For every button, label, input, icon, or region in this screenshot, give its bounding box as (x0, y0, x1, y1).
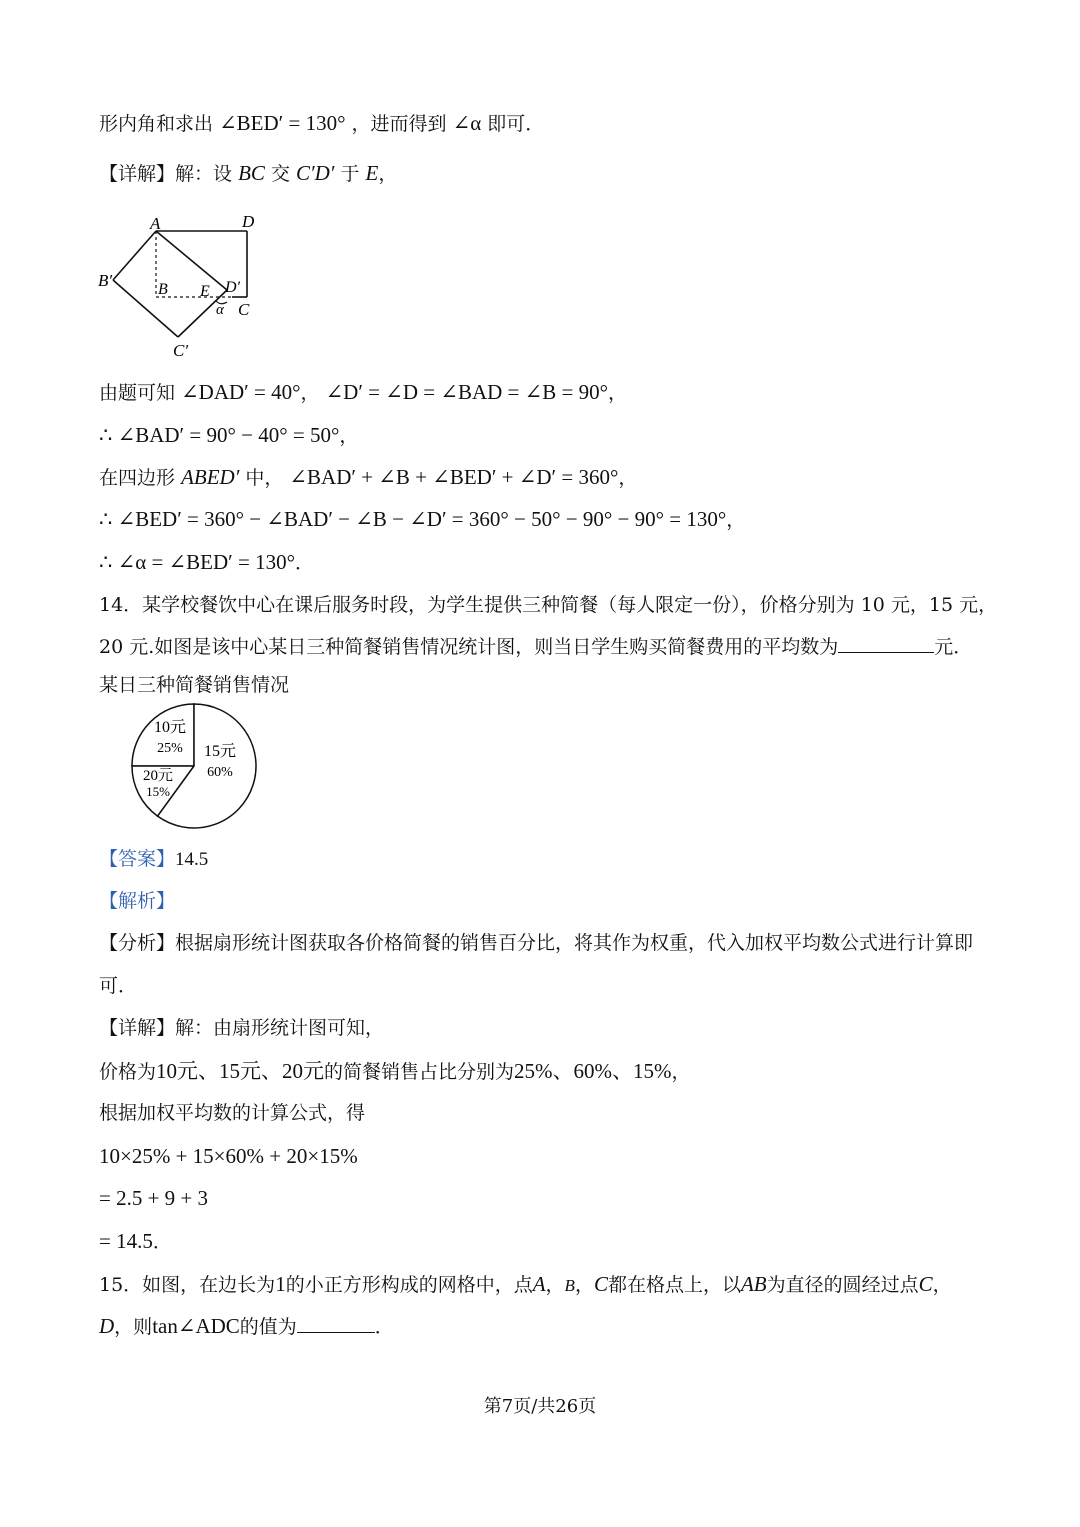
pie-slice-percent: 15% (146, 784, 170, 799)
analysis-line-2: 可． (99, 975, 138, 997)
text-segment: ，进而得到 (351, 113, 447, 135)
detail-tag: 【详解】 (99, 163, 176, 185)
label-d: D (242, 212, 255, 231)
text-line-7 (99, 549, 314, 576)
math-expression: ∠BED′ = 130° (219, 111, 346, 135)
answer-tag: 【答案】 (99, 848, 176, 870)
text-segment: ． (374, 1316, 394, 1338)
geometry-figure (95, 210, 270, 365)
label-d-prime: D′ (225, 279, 241, 296)
text-segment: ， (932, 1274, 952, 1296)
text-segment: ， (545, 1274, 565, 1296)
text-segment: ， (671, 1061, 691, 1083)
text-line-4 (99, 422, 358, 449)
math-expression: C (918, 1272, 933, 1296)
math-expression: C (593, 1272, 608, 1296)
math-expression: ∴ ∠BED′ = 360° − ∠BAD′ − ∠B − ∠D′ = 360° − 50° − 90° − 90° = 130° (99, 507, 727, 531)
pie-slice-label: 15元 (203, 743, 237, 760)
math-expression: tan∠ADC (152, 1314, 240, 1338)
label-b: B (158, 281, 168, 298)
math-expression: C′D′ (296, 161, 335, 185)
math-expression: 25%、60%、15% (514, 1059, 672, 1083)
text-line-5 (99, 464, 637, 491)
text-segment: ， (300, 382, 320, 404)
question-14-line-2 (99, 634, 972, 660)
math-expression: 1 (275, 1272, 286, 1296)
fenxi-tag: 【分析】 (99, 932, 176, 954)
math-expression: AB (740, 1272, 767, 1296)
detail-line-1 (99, 160, 397, 187)
label-a: A (150, 214, 161, 233)
text-segment: 价格为 (99, 1061, 157, 1083)
question-14-line-1 (99, 592, 997, 618)
math-expression: ∠D′ = ∠D = ∠BAD = ∠B = 90° (325, 380, 608, 404)
analysis-line-1 (99, 930, 973, 956)
math-expression: B (564, 1276, 575, 1295)
answer-value: 14.5 (175, 849, 209, 870)
text-segment: ，则 (114, 1316, 153, 1338)
detail-tag: 【详解】 (99, 1017, 176, 1039)
text-segment: ， (339, 425, 359, 447)
label-alpha: α (216, 302, 224, 318)
label-c-prime: C′ (173, 341, 189, 360)
text-segment: 的小正方形构成的网格中，点 (285, 1274, 533, 1296)
text-segment: 即可． (487, 113, 545, 135)
equation-line-3 (99, 1228, 172, 1255)
answer-blank[interactable] (838, 634, 934, 653)
math-expression: ∠α (452, 111, 482, 135)
text-segment: 14．某学校餐饮中心在课后服务时段，为学生提供三种简餐（每人限定一份），价格分别为 10 元，15 元， (99, 594, 998, 616)
text-segment: ， (618, 467, 638, 489)
text-segment: 都在格点上，以 (607, 1274, 741, 1296)
question-15-line-2 (99, 1313, 394, 1340)
detail-line-3 (99, 1058, 691, 1085)
text-segment: 根据扇形统计图获取各价格简餐的销售百分比，将其作为权重，代入加权平均数公式进行计算即 (175, 932, 974, 954)
equation-line-2: = 2.5 + 9 + 3 (99, 1186, 209, 1210)
label-b-prime: B′ (98, 271, 113, 290)
math-expression: E (365, 161, 379, 185)
answer-blank[interactable] (297, 1314, 375, 1333)
equation-line-1: 10×25% + 15×60% + 20×15% (99, 1144, 358, 1168)
pie-slice-percent: 60% (207, 765, 233, 780)
text-segment: 的值为 (239, 1316, 297, 1338)
text-segment: 为直径的圆经过点 (766, 1274, 919, 1296)
analysis-tag: 【解析】 (99, 890, 176, 912)
text-segment: 由题可知 (99, 382, 176, 404)
text-line-1 (99, 110, 544, 137)
math-expression: ∴ ∠α = ∠BED′ = 130° (99, 550, 295, 574)
pie-slice-percent: 25% (157, 741, 183, 756)
math-expression: ∠BAD′ + ∠B + ∠BED′ + ∠D′ = 360° (289, 465, 619, 489)
label-e: E (200, 283, 210, 300)
pie-slice-label: 10元 (153, 719, 187, 736)
detail-line-4: 根据加权平均数的计算公式，得 (99, 1102, 366, 1124)
question-15-line-1 (99, 1271, 952, 1299)
text-segment: 形内角和求出 (99, 113, 214, 135)
text-segment: 的简餐销售占比分别为 (324, 1061, 515, 1083)
text-segment: ． (152, 1231, 172, 1253)
page-footer: 第7页/共26页 (483, 1396, 597, 1417)
answer-line (99, 846, 208, 873)
text-segment: 交 (270, 163, 290, 185)
text-segment: 解：设 (175, 163, 233, 185)
text-segment: 于 (340, 163, 360, 185)
text-line-3 (99, 379, 627, 406)
label-c: C (238, 300, 250, 319)
text-segment: ， (574, 1274, 594, 1296)
math-expression: = 14.5 (99, 1229, 153, 1253)
chart-title: 某日三种简餐销售情况 (99, 674, 290, 696)
detail-line-2 (99, 1015, 384, 1041)
math-expression: BC (238, 161, 265, 185)
text-segment: ， (378, 163, 398, 185)
text-segment: ， (726, 509, 746, 531)
math-expression: ABED′ (181, 465, 240, 489)
pie-chart (125, 699, 265, 833)
math-expression: D (99, 1314, 115, 1338)
text-segment: ． (294, 552, 314, 574)
text-segment: 20 元.如图是该中心某日三种简餐销售情况统计图，则当日学生购买简餐费用的平均数为 (99, 636, 839, 658)
text-segment: ， (608, 382, 628, 404)
segment-ab-prime (113, 231, 156, 280)
math-expression: ∠DAD′ = 40° (181, 380, 301, 404)
math-expression: 10元、15元、20元 (156, 1059, 325, 1083)
text-segment: 中， (245, 467, 284, 489)
text-segment: 15．如图，在边长为 (99, 1274, 276, 1296)
math-expression: ∴ ∠BAD′ = 90° − 40° = 50° (99, 423, 340, 447)
segment-b-prime-c-prime (113, 280, 178, 337)
text-line-6 (99, 506, 745, 533)
text-segment: 解：由扇形统计图可知， (175, 1017, 385, 1039)
text-segment: 在四边形 (99, 467, 176, 489)
pie-slice-label: 20元 (142, 768, 174, 784)
math-expression: A (532, 1272, 546, 1296)
text-segment: 元． (934, 636, 973, 658)
